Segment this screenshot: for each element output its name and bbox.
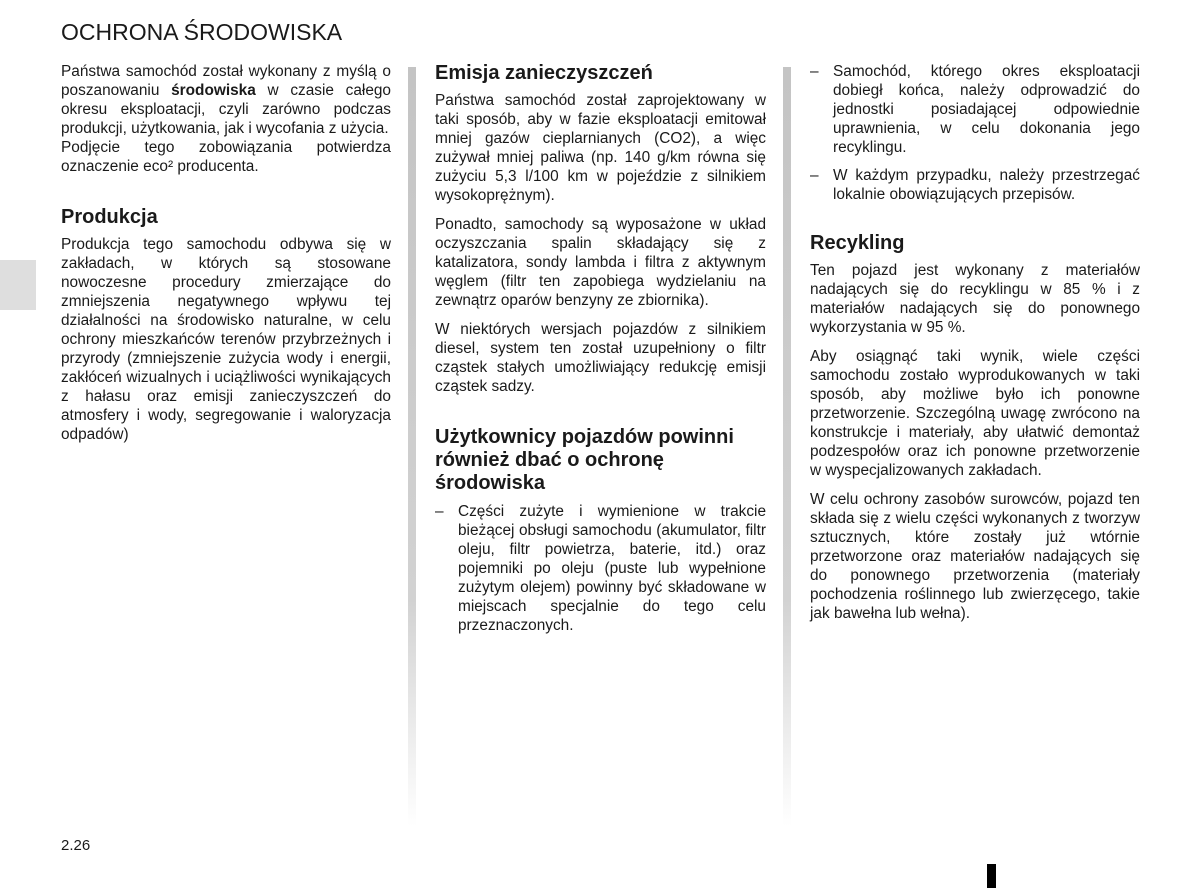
- list-item: [810, 166, 1140, 204]
- list-item-text: W każdym przypadku, należy przestrzegać lokalnie obowiązujących przepisów.: [833, 167, 1140, 203]
- column-divider-left: [408, 67, 416, 827]
- intro-bold-word: środowiska: [171, 82, 256, 99]
- chapter-tab-marker: [0, 260, 36, 310]
- heading-emission: Emisja zanieczyszczeń: [435, 62, 653, 84]
- users-list-continued: [810, 62, 1140, 204]
- list-item-text: Części zużyte i wymienione w trakcie bieżącej obsługi samochodu (akumulator, filtr oleju, filtr powietrza, baterie, itd.) oraz pojemniki po oleju (puste lub wypełnione zużytym olejem) powinny być składowane w miejscach specjalnie do tego celu przeznaczonych.: [458, 503, 766, 634]
- intro-text-start: Państwa samochód został wykonany z myślą o poszanowaniu: [61, 63, 391, 99]
- list-item-text: Samochód, którego okres eksploatacji dobiegł końca, należy odprowadzić do jednostki posiadającej odpowiednie uprawnienia, w celu dokonania jego recyklingu.: [833, 63, 1140, 156]
- list-item: [810, 62, 1140, 157]
- column-right: [810, 62, 1140, 633]
- intro-text-end: w czasie całego okresu eksploatacji, czyli zarówno podczas produkcji, użytkowania, jak i wycofania z użycia.: [61, 82, 391, 137]
- intro-commitment-text: Podjęcie tego zobowiązania potwierdza oznaczenie eco² producenta.: [61, 139, 391, 175]
- heading-users: Użytkownicy pojazdów powinni również dbać o ochronę środowiska: [435, 426, 734, 494]
- heading-recycling: Recykling: [810, 232, 905, 254]
- emission-paragraph-3: W niektórych wersjach pojazdów z silnikiem diesel, system ten został uzupełniony o filtr cząstek stałych umożliwiający redukcję emisji cząstek sadzy.: [435, 321, 766, 395]
- dash-marker: –: [810, 63, 819, 80]
- heading-production: Produkcja: [61, 206, 158, 228]
- print-crop-mark: [987, 864, 996, 888]
- page-number: 2.26: [61, 837, 91, 854]
- column-left: [61, 62, 391, 454]
- emission-paragraph-2: Ponadto, samochody są wyposażone w układ oczyszczania spalin składający się z katalizatora, sondy lambda i filtra z aktywnym węglem (filtr ten zapobiega wydzielaniu na zewnątrz oparów benzyny ze zbiornika).: [435, 216, 766, 309]
- column-divider-right: [783, 67, 791, 827]
- page-title: OCHRONA ŚRODOWISKA: [61, 19, 343, 45]
- recycling-paragraph-2: Aby osiągnąć taki wynik, wiele części samochodu zostało wyprodukowanych w taki sposób, aby możliwe było ich ponowne przetworzenie. Szczególną uwagę zwrócono na konstrukcje i materiały, aby ułatwić demontaż podzespołów oraz ich ponowne przetworzenie w wyspecjalizowanych zakładach.: [810, 348, 1140, 479]
- dash-marker: –: [810, 167, 819, 184]
- production-paragraph: Produkcja tego samochodu odbywa się w zakładach, w których są stosowane nowoczesne procedury zmierzające do zmniejszenia negatywnego wpływu tej działalności na środowisko naturalne, w celu ochrony mieszkańców terenów przybrzeżnych i przyrody (zmniejszenie zużycia wody i energii, zakłóceń wizualnych i uciążliwości wynikających z hałasu oraz emisji zanieczyszczeń do atmosfery i wody, segregowanie i waloryzacja odpadów): [61, 236, 391, 443]
- dash-marker: –: [435, 503, 444, 520]
- column-middle: [435, 62, 766, 644]
- users-list: [435, 502, 766, 635]
- list-item: [435, 502, 766, 635]
- emission-paragraph-1: Państwa samochód został zaprojektowany w taki sposób, aby w fazie eksploatacji emitował mniej gazów cieplarnianych (CO2), a więc zużywał mniej paliwa (np. 140 g/km równa się zużyciu 5,3 l/100 km w pojeździe z silnikiem wysokoprężnym).: [435, 92, 766, 204]
- recycling-paragraph-1: Ten pojazd jest wykonany z materiałów nadających się do recyklingu w 85 % i z materiałów nadających się do ponownego wykorzystania w 95 %.: [810, 262, 1140, 336]
- recycling-paragraph-3: W celu ochrony zasobów surowców, pojazd ten składa się z wielu części wykonanych z tworzyw sztucznych, które zostały już wtórnie przetworzone oraz materiałów nadających się do ponownego przetworzenia (materiały pochodzenia roślinnego lub zwierzęcego, takie jak bawełna lub wełna).: [810, 491, 1140, 622]
- intro-paragraph: [61, 62, 391, 176]
